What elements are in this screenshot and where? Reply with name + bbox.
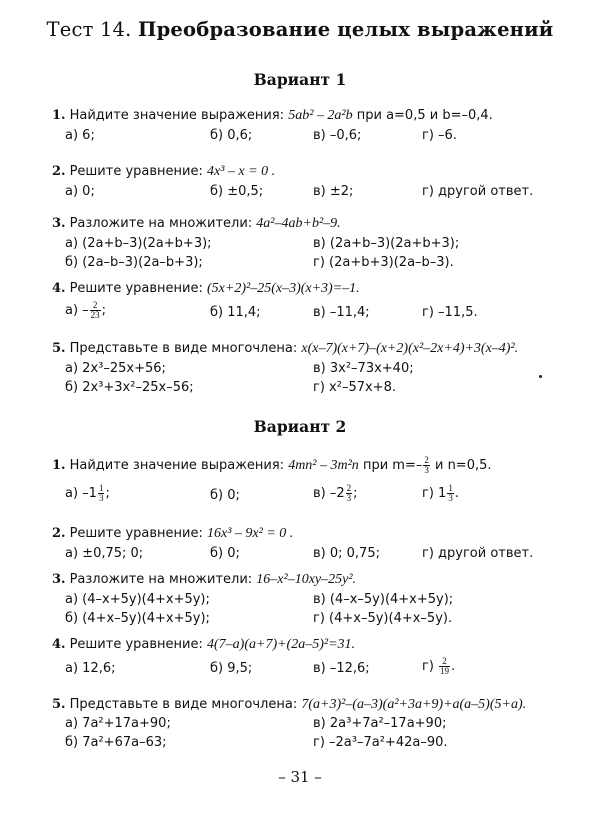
v1-question-4: 4. Решите уравнение: (5x+2)²–25(x–3)(x+3)=–1.: [52, 281, 360, 296]
v1-q3-option-a: а) (2a+b–3)(2a+b+3);: [65, 236, 212, 251]
v2-q4-option-d: г) $\frac{2}{19}$ .: [422, 656, 456, 676]
v1-q3-option-b: б) (2a–b–3)(2a–b+3);: [65, 255, 203, 270]
v1-q3-option-c: в) (2a+b–3)(2a+b+3);: [313, 236, 460, 251]
v1-q5-option-d: г) x²–57x+8.: [313, 380, 396, 395]
v1-q5-option-b: б) 2x³+3x²–25x–56;: [65, 380, 194, 395]
v2-q5-option-b: б) 7a²+67a–63;: [65, 735, 167, 750]
variant-1-heading: Вариант 1: [253, 70, 347, 89]
v2-question-4: 4. Решите уравнение: 4(7–a)(a+7)+(2a–5)²=31.: [52, 637, 356, 652]
v2-question-5: 5. Представьте в виде многочлена: 7(a+3)²–(a–3)(a²+3a+9)+a(a–5)(5+a).: [52, 697, 527, 712]
v2-q3-option-a: а) (4–x+5y)(4+x+5y);: [65, 592, 210, 607]
v1-q5-option-c: в) 3x²–73x+40;: [313, 361, 414, 376]
page-title: Тест 14. Преобразование целых выражений: [46, 18, 554, 41]
v2-q2-option-c: в) 0; 0,75;: [313, 546, 380, 561]
variant-2-heading: Вариант 2: [253, 417, 347, 436]
v1-question-1: 1. Найдите значение выражения: 5ab² – 2a²b при a=0,5 и b=–0,4.: [52, 108, 493, 123]
v1-q1-option-c: в) –0,6;: [313, 128, 362, 143]
v1-question-5: 5. Представьте в виде многочлена: x(x–7)(x+7)–(x+2)(x²–2x+4)+3(x–4)².: [52, 341, 519, 356]
v2-q1-option-d: г) 1 $\frac{1}{3}$ .: [422, 483, 459, 503]
v1-q4-option-d: г) –11,5.: [422, 305, 478, 320]
v2-q4-option-b: б) 9,5;: [210, 661, 253, 676]
v1-q1-option-b: б) 0,6;: [210, 128, 253, 143]
v1-q2-option-c: в) ±2;: [313, 184, 354, 199]
v2-question-1: 1. Найдите значение выражения: 4mn² – 3m²n при m=– $\frac{2}{3}$ и n=0,5.: [52, 455, 492, 475]
v2-q3-option-b: б) (4+x–5y)(4+x+5y);: [65, 611, 210, 626]
v1-q2-option-a: а) 0;: [65, 184, 95, 199]
v1-q2-option-b: б) ±0,5;: [210, 184, 264, 199]
v2-q1-option-a: а) –1 $\frac{1}{3}$ ;: [65, 483, 110, 503]
v1-q1-option-d: г) –6.: [422, 128, 457, 143]
page-number: – 31 –: [278, 768, 322, 786]
v2-q3-option-c: в) (4–x–5y)(4+x+5y);: [313, 592, 454, 607]
v2-question-3: 3. Разложите на множители: 16–x²–10xy–25y².: [52, 572, 357, 587]
v1-q4-option-c: в) –11,4;: [313, 305, 370, 320]
v2-q2-option-a: а) ±0,75; 0;: [65, 546, 144, 561]
v2-q5-option-d: г) –2a³–7a²+42a–90.: [313, 735, 448, 750]
v2-q4-option-c: в) –12,6;: [313, 661, 370, 676]
v1-q1-option-a: а) 6;: [65, 128, 95, 143]
v2-q5-option-c: в) 2a³+7a²–17a+90;: [313, 716, 447, 731]
ink-dot: [539, 375, 542, 378]
v2-q2-option-b: б) 0;: [210, 546, 240, 561]
v2-q2-option-d: г) другой ответ.: [422, 546, 534, 561]
v1-question-3: 3. Разложите на множители: 4a²–4ab+b²–9.: [52, 216, 341, 231]
v2-q4-option-a: а) 12,6;: [65, 661, 116, 676]
v1-question-2: 2. Решите уравнение: 4x³ – x = 0 .: [52, 164, 276, 179]
v1-q3-option-d: г) (2a+b+3)(2a–b–3).: [313, 255, 454, 270]
v1-q4-option-a: а) – $\frac{2}{23}$ ;: [65, 300, 107, 320]
v1-q5-option-a: а) 2x³–25x+56;: [65, 361, 166, 376]
v2-q1-option-b: б) 0;: [210, 488, 240, 503]
v1-q2-option-d: г) другой ответ.: [422, 184, 534, 199]
v2-q3-option-d: г) (4+x–5y)(4+x–5y).: [313, 611, 453, 626]
v2-question-2: 2. Решите уравнение: 16x³ – 9x² = 0 .: [52, 526, 294, 541]
v2-q5-option-a: а) 7a²+17a+90;: [65, 716, 171, 731]
v2-q1-option-c: в) –2 $\frac{2}{3}$ ;: [313, 483, 358, 503]
v1-q4-option-b: б) 11,4;: [210, 305, 261, 320]
